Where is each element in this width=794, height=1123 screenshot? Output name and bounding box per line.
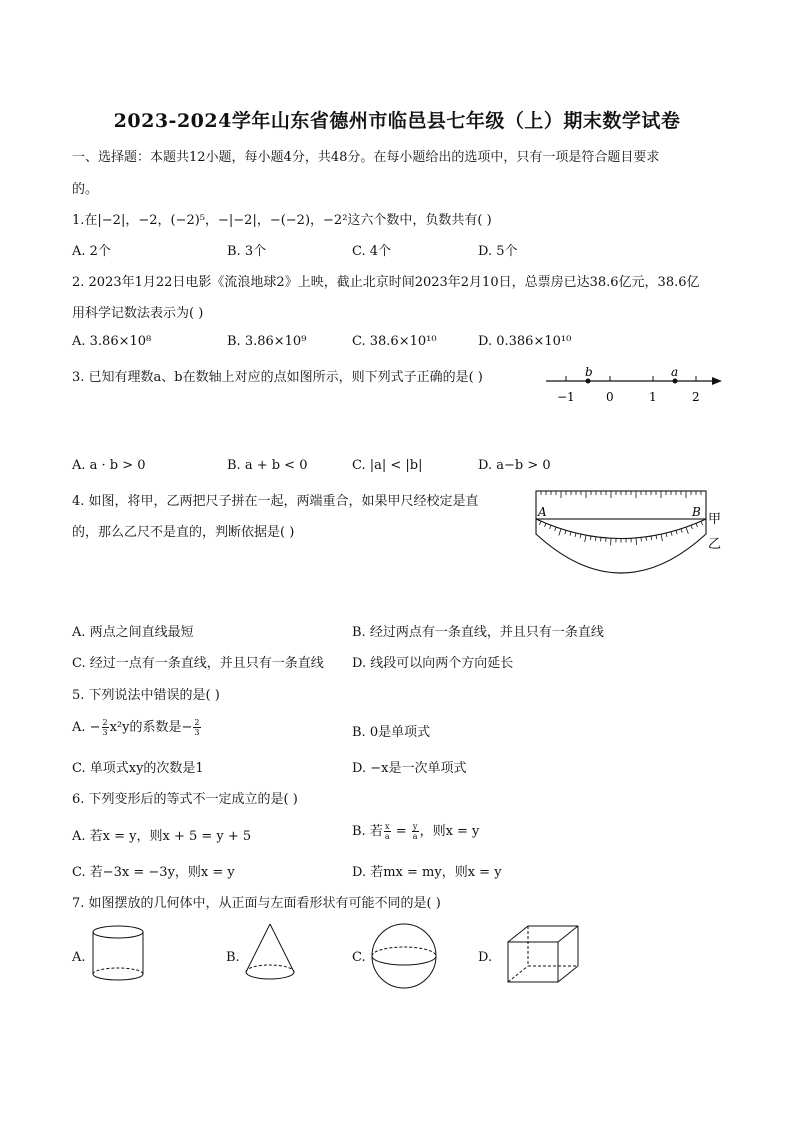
- q5-a-mid: x²y的系数是−: [109, 720, 193, 735]
- ruler-tick: [580, 534, 581, 538]
- label-b: b: [585, 365, 593, 379]
- rulers-figure: [530, 486, 730, 584]
- q3-option-c: C. |a| < |b|: [352, 458, 423, 473]
- q4-stem-line2: 的，那么乙尺不是直的，判断依据是( ): [72, 525, 295, 540]
- arrow-right-icon: [712, 377, 722, 385]
- ruler-tick: [550, 525, 551, 529]
- label-a: a: [671, 365, 679, 379]
- tick-label-1: 1: [649, 390, 657, 404]
- q6-b-eq: =: [391, 824, 411, 839]
- ruler-tick: [555, 527, 556, 531]
- ruler-tick: [544, 523, 546, 527]
- q2-stem-line1: 2. 2023年1月22日电影《流浪地球2》上映，截止北京时间2023年2月10日，总票房已达38.6亿元，38.6亿: [72, 275, 700, 290]
- cone-icon: [240, 920, 300, 986]
- ruler-tick: [696, 523, 698, 527]
- q2-stem-line2: 用科学记数法表示为( ): [72, 306, 204, 321]
- fraction-y-over-a: [412, 822, 419, 841]
- ruler-tick: [539, 521, 541, 525]
- q6-option-b: [352, 820, 479, 841]
- q7-label-a: A.: [72, 950, 86, 965]
- q5-option-a: [72, 716, 202, 737]
- ruler-jia-ticks: [536, 491, 706, 498]
- ruler-tick: [559, 529, 561, 536]
- ruler-tick: [666, 533, 667, 537]
- ruler-tick: [701, 521, 703, 525]
- ruler-tick: [651, 536, 652, 540]
- q2-option-d: D. 0.386×10¹⁰: [478, 334, 572, 349]
- point-a: [673, 379, 678, 384]
- ruler-jia: [536, 491, 706, 519]
- ruler-tick: [565, 530, 566, 534]
- fraction-two-thirds-2: [193, 718, 200, 737]
- frac-y: y: [412, 822, 418, 831]
- ruler-tick: [636, 538, 637, 545]
- frac-den: 3: [102, 728, 108, 737]
- q6-option-a: A. 若x = y，则x + 5 = y + 5: [72, 829, 252, 844]
- q5-stem: 5. 下列说法中错误的是( ): [72, 688, 220, 703]
- ruler-tick: [671, 532, 672, 536]
- ruler-tick: [595, 537, 596, 541]
- q2-option-b: B. 3.86×10⁹: [227, 334, 307, 349]
- q5-option-c: C. 单项式xy的次数是1: [72, 761, 204, 776]
- q3-option-b: B. a + b < 0: [227, 458, 308, 473]
- q1-option-a: A. 2个: [72, 244, 111, 259]
- ruler-tick: [686, 527, 688, 534]
- q4-stem-line1: 4. 如图，将甲，乙两把尺子拼在一起，两端重合，如果甲尺经校定是直: [72, 494, 479, 509]
- q5-option-b: B. 0是单项式: [352, 725, 431, 740]
- tick-label-2: 2: [692, 390, 700, 404]
- q1-option-c: C. 4个: [352, 244, 392, 259]
- ruler-yi-ticks: [539, 521, 702, 545]
- point-B-label: B: [692, 505, 701, 519]
- frac-den-2: 3: [194, 728, 200, 737]
- ruler-tick: [585, 535, 586, 542]
- q6-stem: 6. 下列变形后的等式不一定成立的是( ): [72, 792, 298, 807]
- q4-option-a: A. 两点之间直线最短: [72, 625, 194, 640]
- q1-option-d: D. 5个: [478, 244, 518, 259]
- cylinder-icon: [88, 922, 150, 986]
- sphere-icon: [368, 920, 440, 992]
- frac-num-2: 2: [194, 718, 200, 727]
- section-header-line2: 的。: [72, 182, 99, 197]
- q6-option-c: C. 若−3x = −3y，则x = y: [72, 865, 235, 880]
- q1-number: 1.: [72, 213, 85, 228]
- q5-option-d: D. −x是一次单项式: [352, 761, 467, 776]
- q1-option-b: B. 3个: [227, 244, 267, 259]
- tick-label-0: 0: [606, 390, 614, 404]
- number-line-figure: [540, 364, 730, 406]
- cuboid-icon: [504, 922, 582, 988]
- ruler-tick: [646, 537, 647, 541]
- ruler-tick: [676, 530, 677, 534]
- ruler-tick: [570, 532, 571, 536]
- q4-option-b: B. 经过两点有一条直线，并且只有一条直线: [352, 625, 604, 640]
- ruler-tick: [590, 536, 591, 540]
- q2-option-a: A. 3.86×10⁸: [72, 334, 152, 349]
- page-title: 2023-2024学年山东省德州市临邑县七年级（上）期末数学试卷: [113, 110, 681, 132]
- ruler-tick: [661, 534, 662, 541]
- frac-a-2: a: [412, 832, 418, 841]
- ruler-yi-inner-edge: [536, 519, 706, 539]
- q6-b-suffix: ，则x = y: [419, 824, 480, 839]
- ruler-tick: [656, 535, 657, 539]
- section-header-line1: 一、选择题：本题共12小题，每小题4分，共48分。在每小题给出的选项中，只有一项是符合题目要求: [72, 150, 660, 165]
- q6-b-prefix: B. 若: [352, 824, 383, 839]
- q3-stem: 3. 已知有理数a、b在数轴上对应的点如图所示，则下列式子正确的是( ): [72, 370, 483, 385]
- q6-option-d: D. 若mx = my，则x = y: [352, 865, 502, 880]
- point-A-label: A: [538, 505, 547, 519]
- q4-option-c: C. 经过一点有一条直线，并且只有一条直线: [72, 656, 324, 671]
- fraction-two-thirds: [102, 718, 109, 737]
- frac-x: x: [384, 822, 390, 831]
- q1-stem: [72, 209, 492, 228]
- ruler-tick: [575, 533, 576, 537]
- q5-a-prefix: A. −: [72, 720, 101, 735]
- point-b: [586, 379, 591, 384]
- q3-option-d: D. a−b > 0: [478, 458, 551, 473]
- q1-stem-text: 在|−2|，−2，(−2)⁵，−|−2|，−(−2)，−2²这六个数中，负数共有( ): [84, 213, 492, 228]
- q7-label-d: D.: [478, 950, 493, 965]
- q2-option-c: C. 38.6×10¹⁰: [352, 334, 437, 349]
- fraction-x-over-a: [384, 822, 391, 841]
- ruler-tick: [691, 525, 692, 529]
- tick-label-minus1: −1: [557, 390, 575, 404]
- label-jia: 甲: [708, 512, 722, 527]
- q4-option-d: D. 线段可以向两个方向延长: [352, 656, 514, 671]
- ruler-tick: [681, 529, 682, 533]
- q7-stem: 7. 如图摆放的几何体中，从正面与左面看形状有可能不同的是( ): [72, 896, 441, 911]
- ruler-yi-outer-edge: [536, 519, 706, 573]
- frac-a: a: [384, 832, 390, 841]
- frac-num: 2: [102, 718, 108, 727]
- q7-label-b: B.: [226, 950, 240, 965]
- label-yi: 乙: [708, 537, 722, 552]
- q7-label-c: C.: [352, 950, 366, 965]
- q3-option-a: A. a · b > 0: [72, 458, 146, 473]
